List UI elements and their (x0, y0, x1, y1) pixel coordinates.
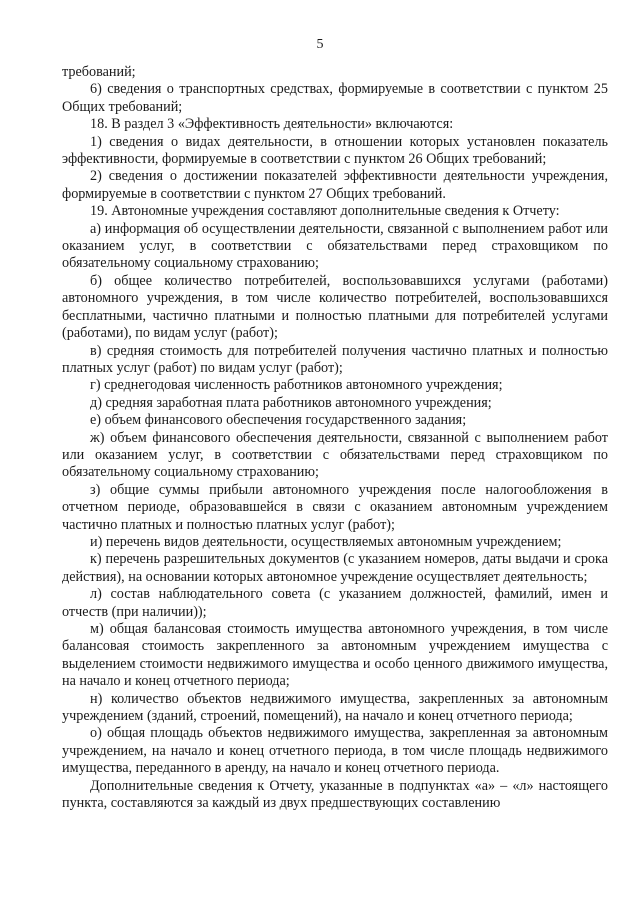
paragraph: 18. В раздел 3 «Эффективность деятельности» включаются: (90, 116, 454, 133)
paragraph: а) информация об осуществлении деятельности, связанной с выполнением работ или оказанием услуг, в соответствии с обязательствами перед страховщиком по обязательному социальному страхованию; (62, 220, 608, 272)
paragraph: л) состав наблюдательного совета (с указанием должностей, фамилий, имен и отчеств (при наличии)); (62, 586, 608, 620)
paragraph: Дополнительные сведения к Отчету, указанные в подпунктах «а» – «л» настоящего пункта, составляются за каждый из двух предшествующих составлению (62, 777, 608, 812)
paragraph: 19. Автономные учреждения составляют дополнительные сведения к Отчету: (90, 203, 560, 220)
document-body (62, 64, 608, 812)
paragraph: в) средняя стоимость для потребителей получения частично платных и полностью платных услуг (работ) по видам услуг (работ); (62, 342, 608, 376)
paragraph: 2) сведения о достижении показателей эффективности деятельности учреждения, формируемые в соответствии с пунктом 27 Общих требований. (62, 168, 608, 202)
paragraph: г) среднегодовая численность работников автономного учреждения; (90, 377, 503, 394)
page-number: 5 (316, 37, 324, 52)
paragraph: б) общее количество потребителей, воспользовавшихся услугами (работами) автономного учреждения, в том числе количество потребителей, воспользовавшихся бесплатными, частично платными и полностью платными для потребителей услугами (работами), по видам услуг (работ); (62, 272, 608, 342)
paragraph: з) общие суммы прибыли автономного учреждения после налогообложения в отчетном периоде, образовавшейся в связи с оказанием автономным учреждением частично платных и полностью платных услуг (работ); (62, 481, 608, 533)
paragraph: е) объем финансового обеспечения государственного задания; (90, 412, 467, 429)
paragraph: 6) сведения о транспортных средствах, формируемые в соответствии с пунктом 25 Общих требований; (62, 81, 608, 115)
paragraph: о) общая площадь объектов недвижимого имущества, закрепленная за автономным учреждением, на начало и конец отчетного периода, в том числе площадь недвижимого имущества, переданного в аренду, на начало и конец отчетного периода. (62, 725, 608, 777)
paragraph: и) перечень видов деятельности, осуществляемых автономным учреждением; (90, 533, 562, 550)
paragraph: 1) сведения о видах деятельности, в отношении которых установлен показатель эффективности, формируемые в соответствии с пунктом 26 Общих требований; (62, 133, 608, 168)
paragraph: д) средняя заработная плата работников автономного учреждения; (90, 394, 492, 411)
paragraph: н) количество объектов недвижимого имущества, закрепленных за автономным учреждением (зданий, строений, помещений), на начало и конец отчетного периода; (62, 690, 608, 725)
paragraph: м) общая балансовая стоимость имущества автономного учреждения, в том числе балансовая стоимость закрепленного за автономным учреждением имущества с выделением стоимости недвижимого имущества и особо ценного движимого имущества, на начало и конец отчетного периода; (62, 621, 608, 690)
paragraph: ж) объем финансового обеспечения деятельности, связанной с выполнением работ или оказанием услуг, в соответствии с обязательствами перед страховщиком по обязательному социальному страхованию; (62, 429, 608, 481)
paragraph: требований; (62, 64, 136, 80)
paragraph: к) перечень разрешительных документов (с указанием номеров, даты выдачи и срока действия), на основании которых автономное учреждение осуществляет деятельность; (62, 551, 608, 585)
